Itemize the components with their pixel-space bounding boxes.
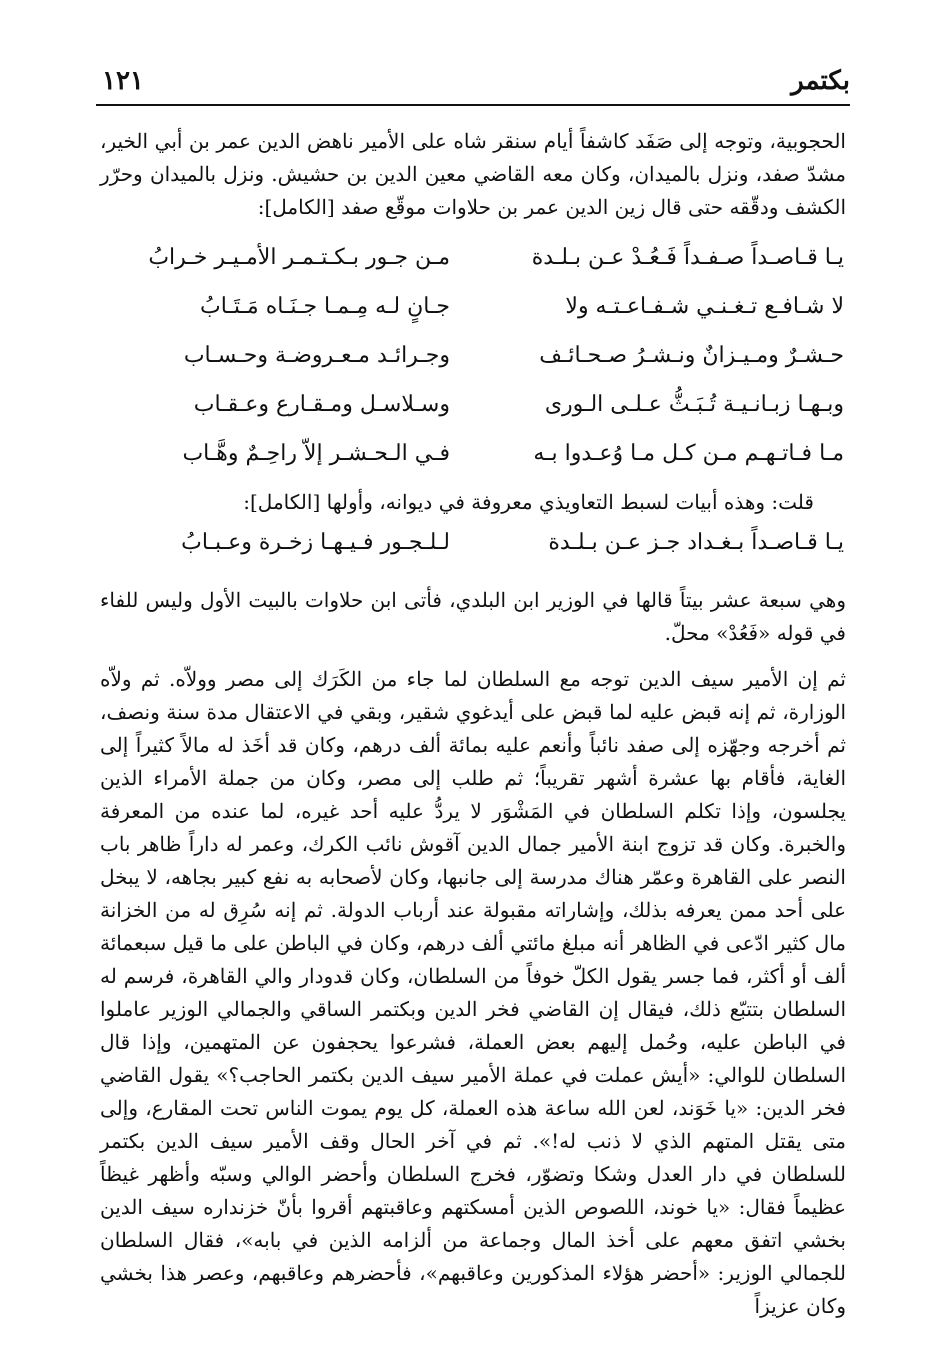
header-rule [96,104,850,106]
verse-line [100,294,846,343]
page-header [96,66,850,102]
verse-first-hemistich: يـا قـاصـداً بـغـداد جـز عـن بـلـدة [548,530,844,555]
poem-block-2 [100,530,846,579]
verse-second-hemistich: جـانٍ لـه مِـمـا جـنَـاه مَـتَـابُ [199,294,450,319]
verse-second-hemistich: مـن جـور بـكـتـمـر الأمـيـر خـرابُ [148,245,450,270]
paragraph-biography: ثم إن الأمير سيف الدين توجه مع السلطان لما جاء من الكَرَك إلى مصر وولاّه. ثم ولاّه الوزارة، ثم إنه قبض عليه لما قبض على أيدغوي شقير، وبقي في الاعتقال مدة سنة ونصف، ثم أخرجه وجهّزه إلى صفد نائباً وأنعم عليه بمائة ألف درهم، وكان قد أخَذ له مالاً كثيراً إلى الغاية، فأقام بها عشرة أشهر تقريباً؛ ثم طلب إلى مصر، وكان من جملة الأمراء الذين يجلسون، وإذا تكلم السلطان في المَشْوَر لا يردُّ عليه أحد غيره، لما عنده من المعرفة والخبرة. وكان قد تزوج ابنة الأمير جمال الدين آقوش نائب الكرك، وعمر له داراً ظاهر باب النصر على القاهرة وعمّر هناك مدرسة إلى جانبها، وكان لأصحابه به نفع كبير بجاهه، لا يبخل على أحد ممن يعرفه بذلك، وإشاراته مقبولة عند أرباب الدولة. ثم إنه سُرِق له من الخزانة مال كثير ادّعى في الظاهر أنه مبلغ مائتي ألف درهم، وكان في الباطن على ما قيل سبعمائة ألف أو أكثر، فما جسر يقول الكلّ خوفاً من السلطان، وكان قدودار والي القاهرة، فرسم له السلطان بتتبّع ذلك، فيقال إن القاضي فخر الدين وبكتمر الساقي والجمالي الوزير عاملوا في الباطن عليه، وحُمل إليهم بعض العملة، فشرعوا يحجفون عن المتهمين، وإذا قال السلطان للوالي: «أيش عملت في عملة الأمير سيف الدين بكتمر الحاجب؟» يقول القاضي فخر الدين: «يا خَوَند، لعن الله ساعة هذه العملة، كل يوم يموت الناس تحت المقارع، وإلى متى يقتل المتهم الذي لا ذنب له!». ثم في آخر الحال وقف الأمير سيف الدين بكتمر للسلطان في دار العدل وشكا وتضوّر، فخرج السلطان وأحضر الوالي وسبّه وأظهر غيظاً عظيماً فقال: «يا خوند، اللصوص الذين أمسكتهم وعاقبتهم أقروا بأنّ خزنداره سيف الدين بخشي اتفق معهم على أخذ المال وجماعة من ألزامه الذين في بابه»، فقال السلطان للجمالي الوزير: «أحضر هؤلاء المذكورين وعاقبهم»، فأحضرهم وعاقبهم، وعصر هذا بخشي وكان عزيزاً [100,667,847,1318]
editor-note: قلت: وهذه أبيات لسبط التعاويذي معروفة في ديوانه، وأولها [الكامل]: [243,490,814,514]
verse-first-hemistich: يـا قـاصـداً صـفـداً فَـعُـدْ عـن بـلـدة [531,245,844,270]
verse-line [100,392,846,441]
page-number: ١٢١ [102,66,144,96]
verse-first-hemistich: مـا فـاتـهـم مـن كـل مـا وُعـدوا بـه [533,441,844,466]
running-title: بكتمر [791,66,850,96]
verse-second-hemistich: وسـلاسـل ومـقـارع وعـقـاب [193,392,450,417]
verse-first-hemistich: حـشـرٌ ومـيـزانٌ ونـشـرُ صـحـائـف [539,343,844,368]
verse-second-hemistich: فـي الـحـشـر إلاّ راحِـمٌ وهَّـاب [182,441,450,466]
verse-first-hemistich: وبـهـا زبـانـيـة تُـبَـثُّ عـلـى الـورى [544,392,844,417]
verse-line [100,441,846,490]
poem-block [100,245,846,490]
verse-line [100,245,846,294]
verse-line [100,343,846,392]
verse-second-hemistich: لـلـجـور فـيـهـا زخـرة وعـبـابُ [181,530,450,555]
verse-line [100,530,846,579]
paragraph-comment: وهي سبعة عشر بيتاً قالها في الوزير ابن البلدي، فأتى ابن حلاوات بالبيت الأول وليس للفاء في قوله «فَعُدْ» محلّ. [100,588,846,645]
verse-first-hemistich: لا شـافـع تـغـنـي شـفـاعـتـه ولا [565,294,844,319]
paragraph-intro: الحجوبية، وتوجه إلى صَفَد كاشفاً أيام سنقر شاه على الأمير ناهض الدين عمر بن أبي الخير، مشدّ صفد، ونزل بالميدان، وكان معه القاضي معين الدين بن حشيش. ونزل بالميدان وحرّر الكشف ودقّقه حتى قال زين الدين عمر بن حلاوات موقّع صفد [الكامل]: [100,129,846,219]
verse-second-hemistich: وجـرائـد مـعـروضـة وحـسـاب [183,343,450,368]
